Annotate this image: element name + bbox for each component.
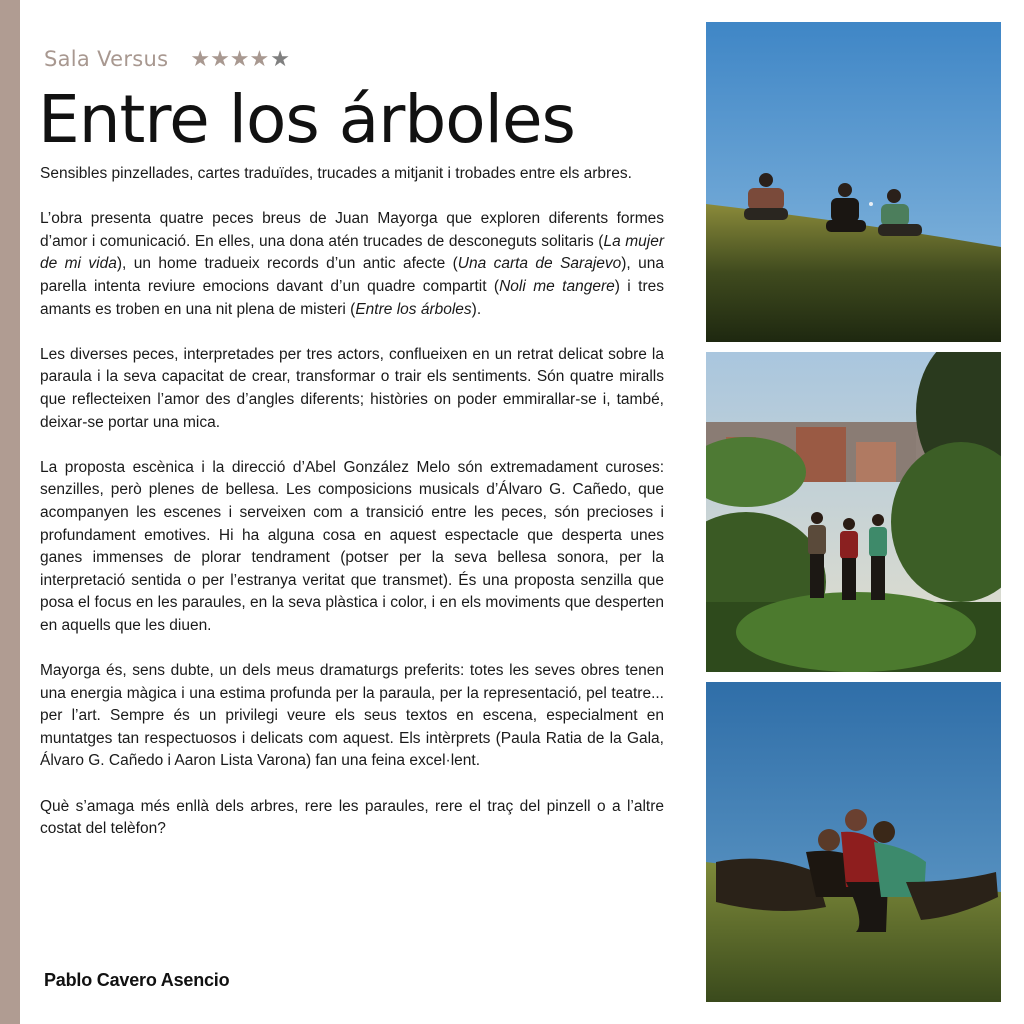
piece-title-2: Una carta de Sarajevo — [457, 255, 622, 273]
star-rating — [190, 48, 290, 70]
left-accent-bar — [0, 0, 20, 1024]
pieces-text-1: L’obra presenta quatre peces breus de Juan Mayorga que exploren diferents formes d’amor i comunicació. En elles, una dona atén trucades de desconeguts solitaris ( — [40, 210, 664, 250]
page-title: Entre los árboles — [38, 81, 575, 158]
venue-name: Sala Versus — [44, 47, 169, 71]
pieces-text-3: ), una parella intenta reviure emocions davant d’un quadre compartit ( — [40, 255, 664, 295]
pieces-text-4: ) i tres amants es troben en una nit plena de misteri ( — [40, 277, 665, 318]
piece-title-1: La mujer de mi vida — [40, 232, 664, 273]
photo-actors-lying-grass — [706, 682, 1001, 1002]
pieces-text-2: ), un home tradueix records d’un antic afecte ( — [116, 255, 458, 273]
review-body — [40, 163, 664, 863]
pieces-text-5: ). — [471, 300, 482, 318]
photo-actors-sitting-hill — [706, 22, 1001, 342]
closing-paragraph: Què s’amaga més enllà dels arbres, rere les paraules, rere el traç del pinzell o a l’altre costat del telèfon? — [40, 797, 664, 838]
mayorga-paragraph: Mayorga és, sens dubte, un dels meus dramaturgs preferits: totes les seves obres tenen una energia màgica i una estima profunda per la paraula, per la representació, pel teatre... per l’art. Sempre és un privilegi veure els seus textos en escena, especialment en muntatges tan respectuosos i delicats com aquest. Els intèrprets (Paula Ratia de la Gala, Álvaro G. Cañedo i Aaron Lista Varona) fan una feina excel·lent. — [40, 662, 664, 770]
direction-paragraph: La proposta escènica i la direcció d’Abel González Melo són extremadament curoses: senzilles, però plenes de bellesa. Les composicions musicals d’Álvaro G. Cañedo, que acompanyen les escenes i serveixen com a transició entre les peces, són precioses i profundament emotives. Hi ha alguna cosa en aquest espectacle que desperta unes ganes immenses de plorar tendrament (potser per la seva bellesa sonora, per la interpretació sentida o per l’estranya veritat que transmet). És una proposta senzilla que posa el focus en les paraules, en la seva plàstica i color, i en els moviments que desperten en aquells que les diuen. — [40, 458, 664, 634]
empty-star: ★ — [270, 46, 290, 71]
author-name: Pablo Cavero Asencio — [44, 970, 230, 990]
venue-rating-row — [44, 44, 290, 74]
actors-paragraph: Les diverses peces, interpretades per tres actors, conflueixen en un retrat delicat sobre la paraula i la seva capacitat de crear, transformar o trair els sentiments. Són quatre miralls que reflecteixen l’amor des d’angles diferents; històries on poder emmirallar-se i, també, deixar-se portar una mica. — [40, 345, 664, 431]
filled-stars: ★★★★ — [190, 46, 270, 71]
photo-actors-standing-trees — [706, 352, 1001, 672]
pieces-paragraph — [40, 208, 664, 321]
piece-title-4: Entre los árboles — [355, 300, 472, 318]
intro-paragraph: Sensibles pinzellades, cartes traduïdes, trucades a mitjanit i trobades entre els arbres. — [40, 165, 632, 182]
piece-title-3: Noli me tangere — [499, 277, 615, 295]
